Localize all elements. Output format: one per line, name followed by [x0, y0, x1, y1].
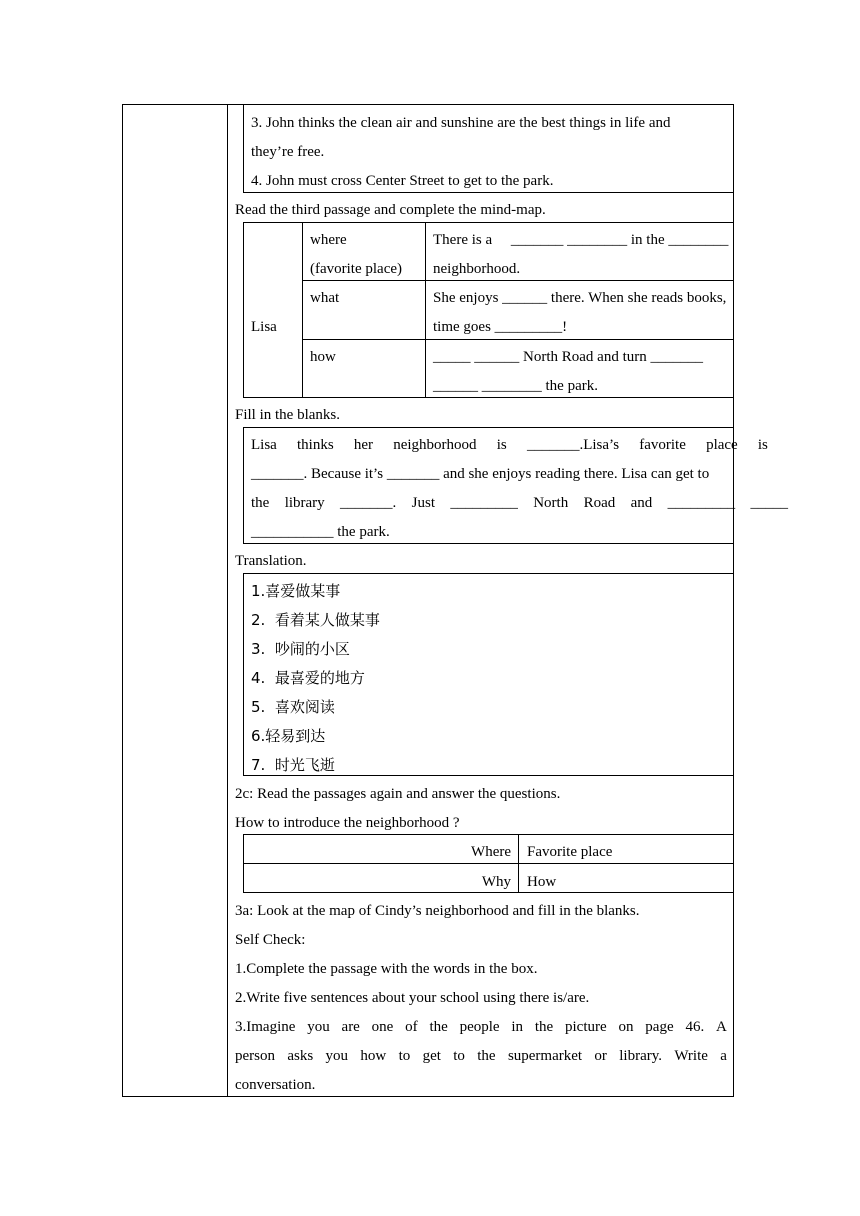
word: _________ — [450, 495, 518, 511]
intro-table-mid — [243, 863, 733, 864]
section-3a: 3a: Look at the map of Cindy’s neighborhood and fill in the blanks. — [235, 903, 640, 919]
word: Road — [583, 495, 616, 511]
word: in — [511, 1019, 524, 1035]
passage2-item-4: 4. John must cross Center Street to get to the park. — [251, 173, 554, 189]
word: _______.Lisa’s — [526, 437, 620, 453]
word: picture — [565, 1019, 607, 1035]
mindmap-bottom — [243, 397, 733, 398]
word: supermarket — [507, 1048, 583, 1064]
intro-cell-how: How — [527, 874, 557, 890]
word: Write — [674, 1048, 708, 1064]
self-check-1: 1.Complete the passage with the words in the box. — [235, 961, 538, 977]
translation-box-top — [243, 573, 733, 574]
translation-box-bottom — [243, 775, 733, 776]
word: on — [618, 1019, 634, 1035]
word: get — [422, 1048, 441, 1064]
word: 3.Imagine — [235, 1019, 296, 1035]
mindmap-person: Lisa — [251, 319, 277, 335]
intro-cell-where: Where — [471, 844, 511, 860]
word: _______. — [340, 495, 397, 511]
mindmap-left — [243, 222, 244, 397]
mindmap-content-col — [426, 223, 733, 397]
mindmap-label-where: where — [310, 232, 347, 248]
translation-item-2: 2. 看着某人做某事 — [251, 611, 380, 629]
mindmap-col-divider-1 — [302, 222, 303, 397]
word: the — [429, 1019, 448, 1035]
passage2-item-3: 3. John thinks the clean air and sunshine are the best things in life and — [251, 115, 671, 131]
translation-item-5: 5. 喜欢阅读 — [251, 698, 335, 716]
passage2-box-bottom — [243, 192, 733, 193]
intro-table-left — [243, 834, 244, 892]
word: you — [307, 1019, 330, 1035]
translation-item-4: 4. 最喜爱的地方 — [251, 669, 365, 687]
word: _________ — [667, 495, 736, 511]
intro-question: How to introduce the neighborhood ? — [235, 815, 460, 831]
word: one — [371, 1019, 394, 1035]
word: neighborhood — [393, 437, 477, 453]
intro-cell-why: Why — [481, 874, 511, 890]
intro-table-bottom — [243, 892, 733, 893]
word: Lisa — [251, 437, 277, 453]
outer-left-border — [122, 104, 123, 1096]
word: is — [496, 437, 507, 453]
word: and — [630, 495, 653, 511]
outer-divider — [227, 104, 228, 1096]
word: person — [235, 1048, 275, 1064]
mindmap-what-line1: She enjoys ______ there. When she reads books, — [433, 290, 727, 306]
mindmap-where-line1: There is a _______ ________ in the ________ — [433, 232, 729, 248]
word: _____ — [750, 495, 788, 511]
word: library. — [619, 1048, 663, 1064]
intro-table-col-divider — [518, 834, 519, 892]
translation-item-3: 3. 吵闹的小区 — [251, 640, 350, 658]
word: is — [757, 437, 768, 453]
fill-instruction: Fill in the blanks. — [235, 407, 340, 423]
word: North — [533, 495, 569, 511]
mindmap-instruction: Read the third passage and complete the mind-map. — [235, 202, 546, 218]
fill-line-1 — [251, 436, 768, 454]
mindmap-label-what: what — [310, 290, 340, 306]
translation-item-7: 7. 时光飞逝 — [251, 756, 335, 774]
fill-box — [244, 428, 788, 543]
mindmap-what-line2: time goes _________! — [433, 319, 568, 335]
mindmap-how-line2: ______ ________ the park. — [433, 378, 598, 394]
passage2-box — [244, 105, 733, 192]
fill-box-bottom — [243, 543, 733, 544]
word: 46. — [685, 1019, 705, 1035]
word: Just — [411, 495, 435, 511]
fill-line-4: ___________ the park. — [251, 524, 390, 540]
word: library — [284, 495, 325, 511]
word: or — [594, 1048, 607, 1064]
translation-item-1: 1.喜爱做某事 — [251, 582, 341, 600]
word: people — [459, 1019, 500, 1035]
translation-item-6: 6.轻易到达 — [251, 727, 326, 745]
word: the — [477, 1048, 496, 1064]
word: thinks — [297, 437, 334, 453]
word: you — [325, 1048, 349, 1064]
word: how — [360, 1048, 387, 1064]
word: a — [720, 1048, 727, 1064]
word: to — [398, 1048, 411, 1064]
intro-cell-favorite-place: Favorite place — [527, 844, 613, 860]
word: favorite — [639, 437, 686, 453]
translation-title: Translation. — [235, 553, 307, 569]
word: to — [453, 1048, 465, 1064]
outer-right-border — [733, 104, 734, 1096]
word: are — [341, 1019, 360, 1035]
word: page — [645, 1019, 674, 1035]
word: A — [716, 1019, 727, 1035]
self-check-3-line-3: conversation. — [235, 1077, 316, 1093]
section-2c: 2c: Read the passages again and answer the questions. — [235, 786, 561, 802]
word: of — [405, 1019, 418, 1035]
self-check-3-line-2 — [235, 1047, 727, 1065]
mindmap-where-line2: neighborhood. — [433, 261, 521, 277]
fill-line-2: _______. Because it’s _______ and she enjoys reading there. Lisa can get to — [251, 466, 710, 482]
passage2-item-3-cont: they’re free. — [251, 144, 325, 160]
self-check-3-line-1 — [235, 1018, 727, 1036]
word: the — [251, 495, 270, 511]
mindmap-label-how: how — [310, 349, 336, 365]
word: place — [706, 437, 738, 453]
intro-table-top — [243, 834, 733, 835]
translation-box-left — [243, 573, 244, 775]
word: her — [353, 437, 374, 453]
word: the — [534, 1019, 554, 1035]
self-check-2: 2.Write five sentences about your school using there is/are. — [235, 990, 590, 1006]
fill-line-3 — [251, 494, 788, 512]
word: asks — [287, 1048, 314, 1064]
mindmap-label-where-sub: (favorite place) — [310, 261, 403, 277]
mindmap-how-line1: _____ ______ North Road and turn _______ — [433, 349, 703, 365]
outer-bottom-border — [122, 1096, 734, 1097]
self-check-title: Self Check: — [235, 932, 306, 948]
